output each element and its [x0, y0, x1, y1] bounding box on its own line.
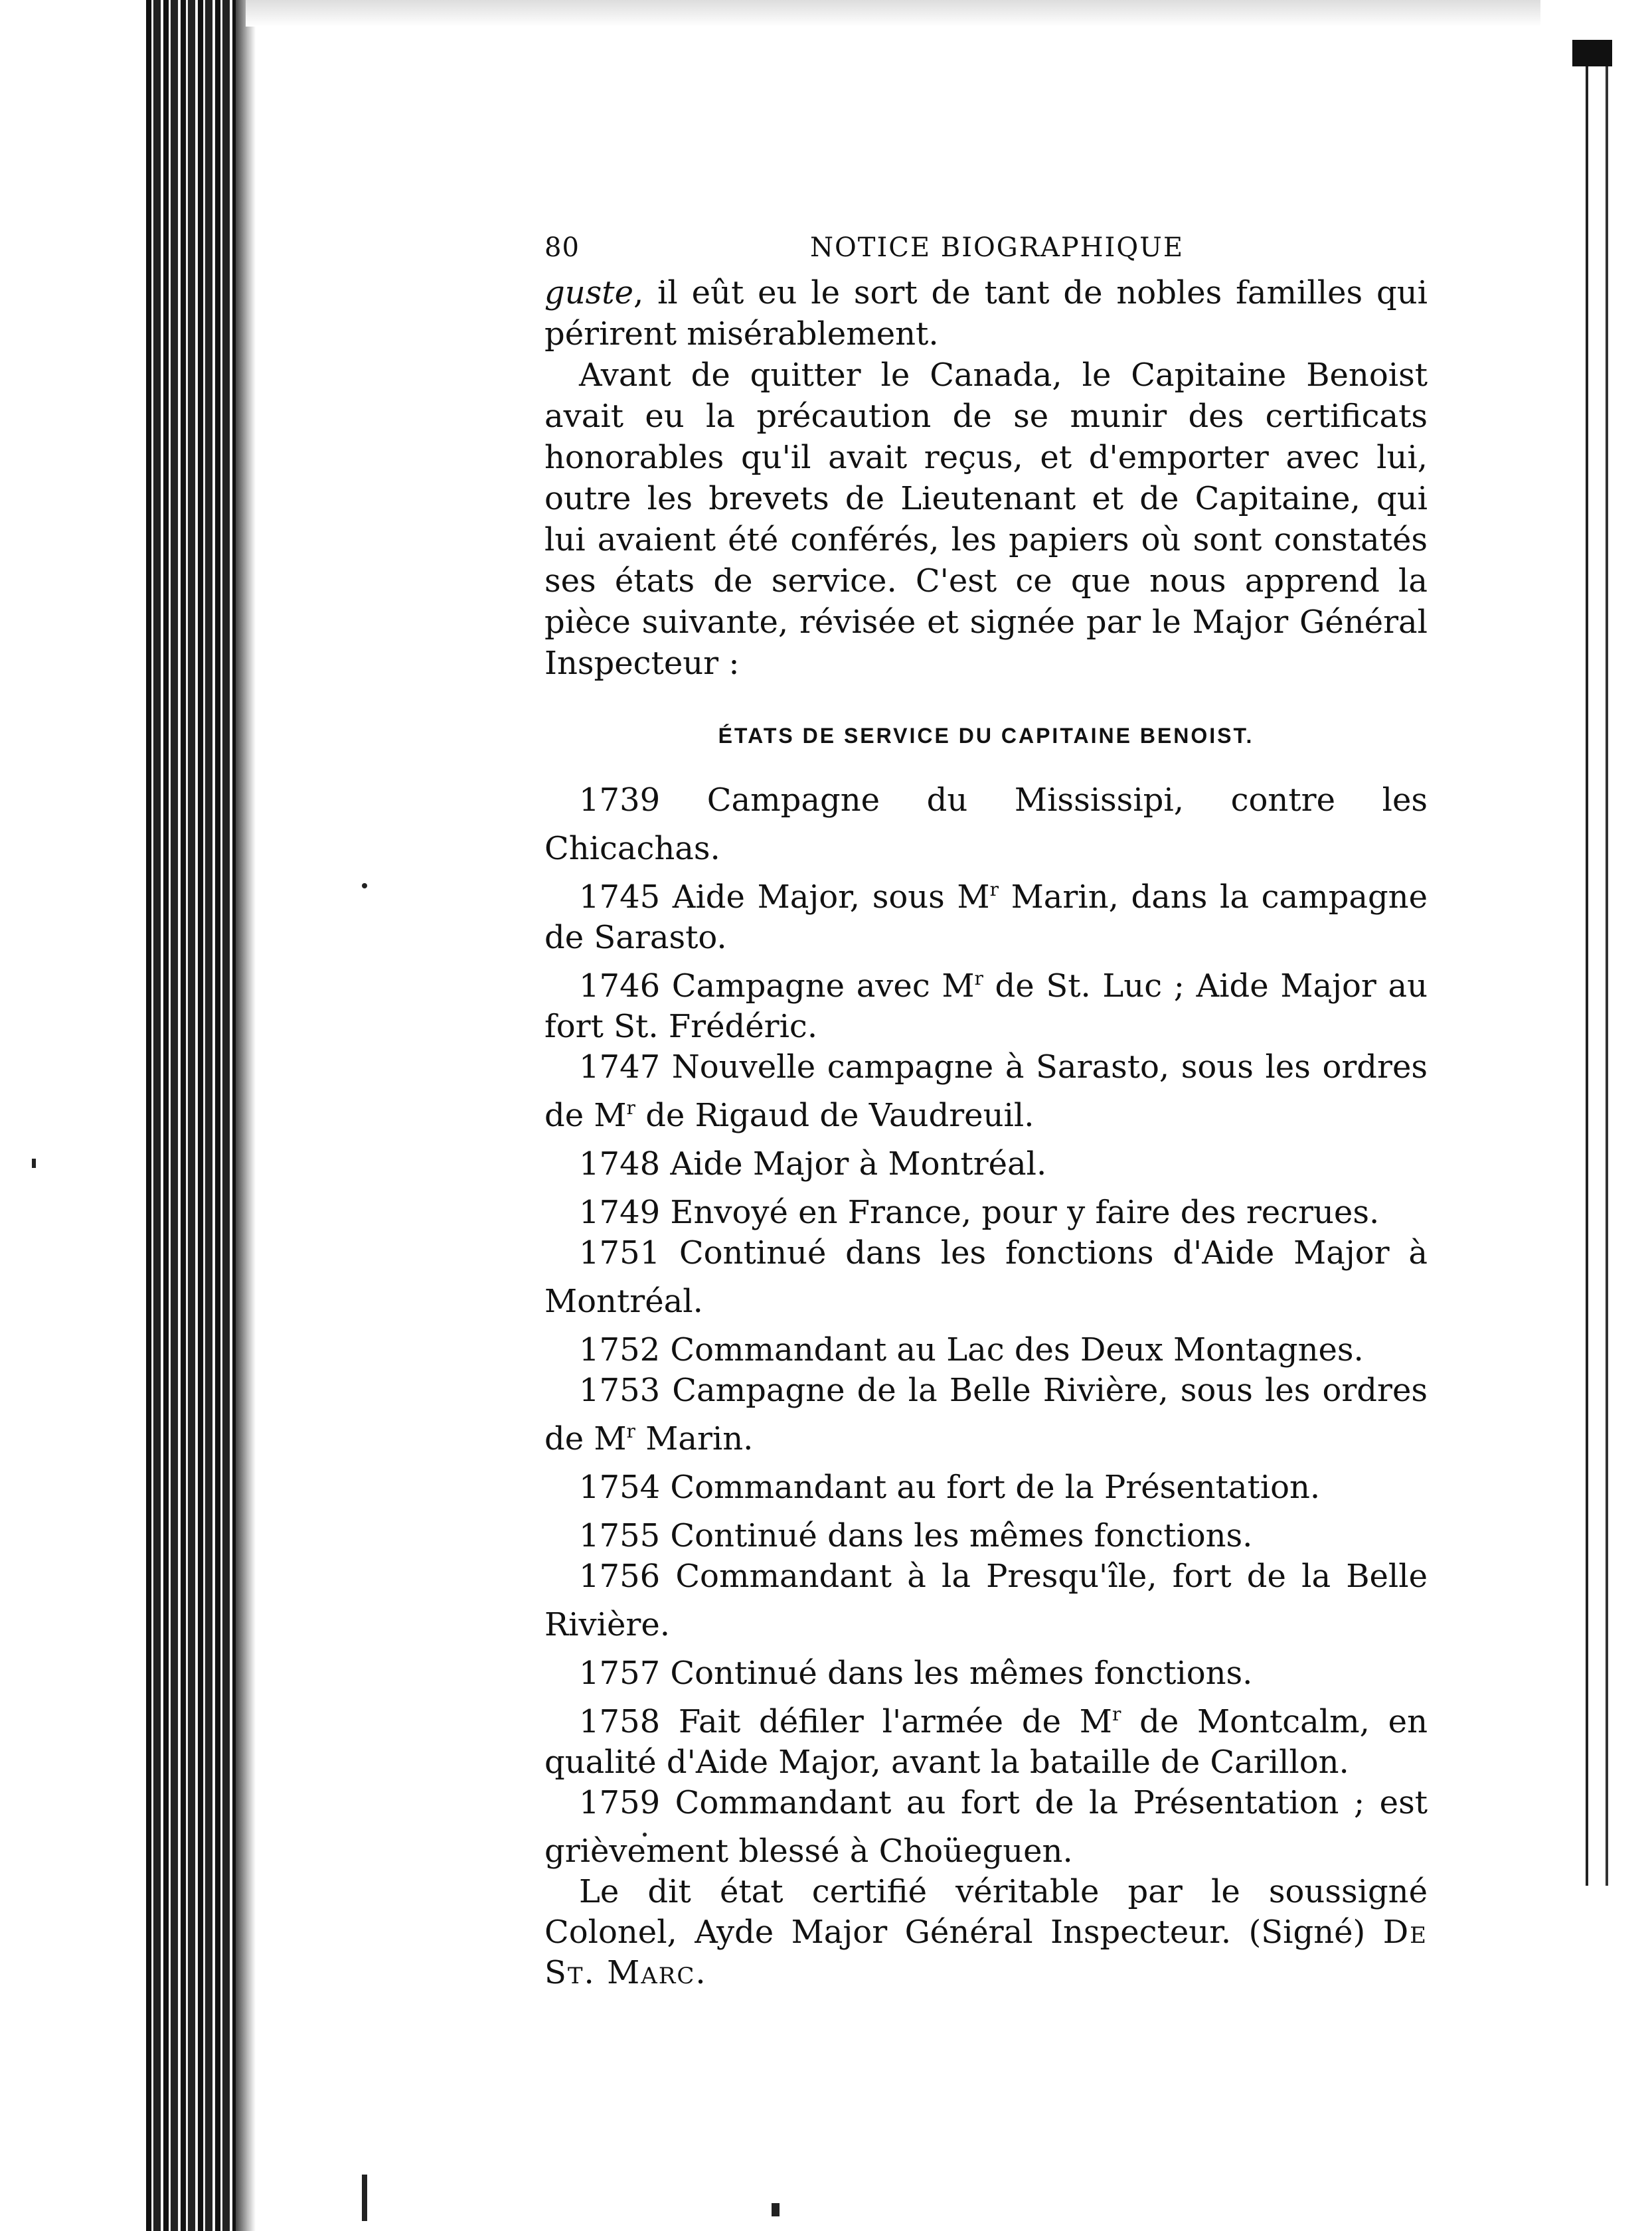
service-entry: 1752 Commandant au Lac des Deux Montagnes.	[579, 1331, 1364, 1368]
scan-speck	[772, 2203, 780, 2216]
opening-text: , il eût eu le sort de tant de nobles familles qui périrent misérablement.	[544, 274, 1428, 353]
page-number: 80	[544, 232, 580, 263]
certification-text: Le dit état certifié véritable par le soussigné Colonel, Ayde Major Général Inspecteur. (Signé)	[544, 1873, 1428, 1951]
service-entry: 1748 Aide Major à Montréal.	[579, 1145, 1047, 1183]
opening-paragraph	[544, 272, 1428, 355]
right-page-edge	[1566, 40, 1652, 1886]
signature-name: De St. Marc.	[544, 1914, 1428, 1991]
service-record-list	[544, 780, 1428, 1872]
gutter-shadow	[236, 0, 256, 2231]
service-entry: 1759 Commandant au fort de la Présentation ; est grièvement blessé à Choüeguen.	[544, 1784, 1428, 1870]
service-entry: 1749 Envoyé en France, pour y faire des recrues.	[579, 1194, 1380, 1231]
book-page	[544, 232, 1428, 1993]
service-entry: 1757 Continué dans les mêmes fonctions.	[579, 1655, 1253, 1692]
service-entry: 1755 Continué dans les mêmes fonctions.	[579, 1517, 1253, 1554]
service-entry: 1758 Fait défiler l'armée de $M^r$ de Montcalm, en qualité d'Aide Major, avant la bataille de Carillon.	[544, 1703, 1428, 1781]
page-stack-edge	[146, 0, 239, 2231]
service-entry: 1754 Commandant au fort de la Présentation.	[579, 1469, 1321, 1506]
service-entry: 1739 Campagne du Mississipi, contre les Chicachas.	[544, 782, 1428, 867]
paragraph-certificates: Avant de quitter le Canada, le Capitaine Benoist avait eu la précaution de se munir des certificats honorables qu'il avait reçus, et d'emporter avec lui, outre les brevets de Lieutenant et de Capitaine, qui lui avaient été conférés, les papiers où sont constatés ses états de service. C'est ce que nous apprend la pièce suivante, révisée et signée par le Major Général Inspecteur :	[544, 357, 1428, 682]
running-head	[544, 232, 1428, 272]
scan-speck	[32, 1159, 36, 1168]
running-title: NOTICE BIOGRAPHIQUE	[810, 232, 1185, 263]
page-top-edge	[246, 0, 1540, 27]
closing-certification	[544, 1872, 1428, 1993]
service-entry: 1747 Nouvelle campagne à Sarasto, sous les ordres de $M^r$ de Rigaud de Vaudreuil.	[544, 1048, 1428, 1134]
service-entry: 1745 Aide Major, sous $M^r$ Marin, dans la campagne de Sarasto.	[544, 878, 1428, 956]
service-entry: 1751 Continué dans les fonctions d'Aide Major à Montréal.	[544, 1234, 1428, 1320]
scan-speck	[362, 883, 367, 888]
scan-speck	[362, 2175, 367, 2221]
right-corner-mark	[1572, 40, 1612, 66]
service-entry: 1746 Campagne avec $M^r$ de St. Luc ; Aide Major au fort St. Frédéric.	[544, 967, 1428, 1045]
section-title: ÉTATS DE SERVICE DU CAPITAINE BENOIST.	[718, 724, 1254, 748]
opening-italic-word: guste	[544, 274, 633, 311]
scan-margin	[0, 0, 146, 2231]
service-entry: 1756 Commandant à la Presqu'île, fort de la Belle Rivière.	[544, 1558, 1428, 1643]
service-entry: 1753 Campagne de la Belle Rivière, sous les ordres de $M^r$ Marin.	[544, 1372, 1428, 1457]
